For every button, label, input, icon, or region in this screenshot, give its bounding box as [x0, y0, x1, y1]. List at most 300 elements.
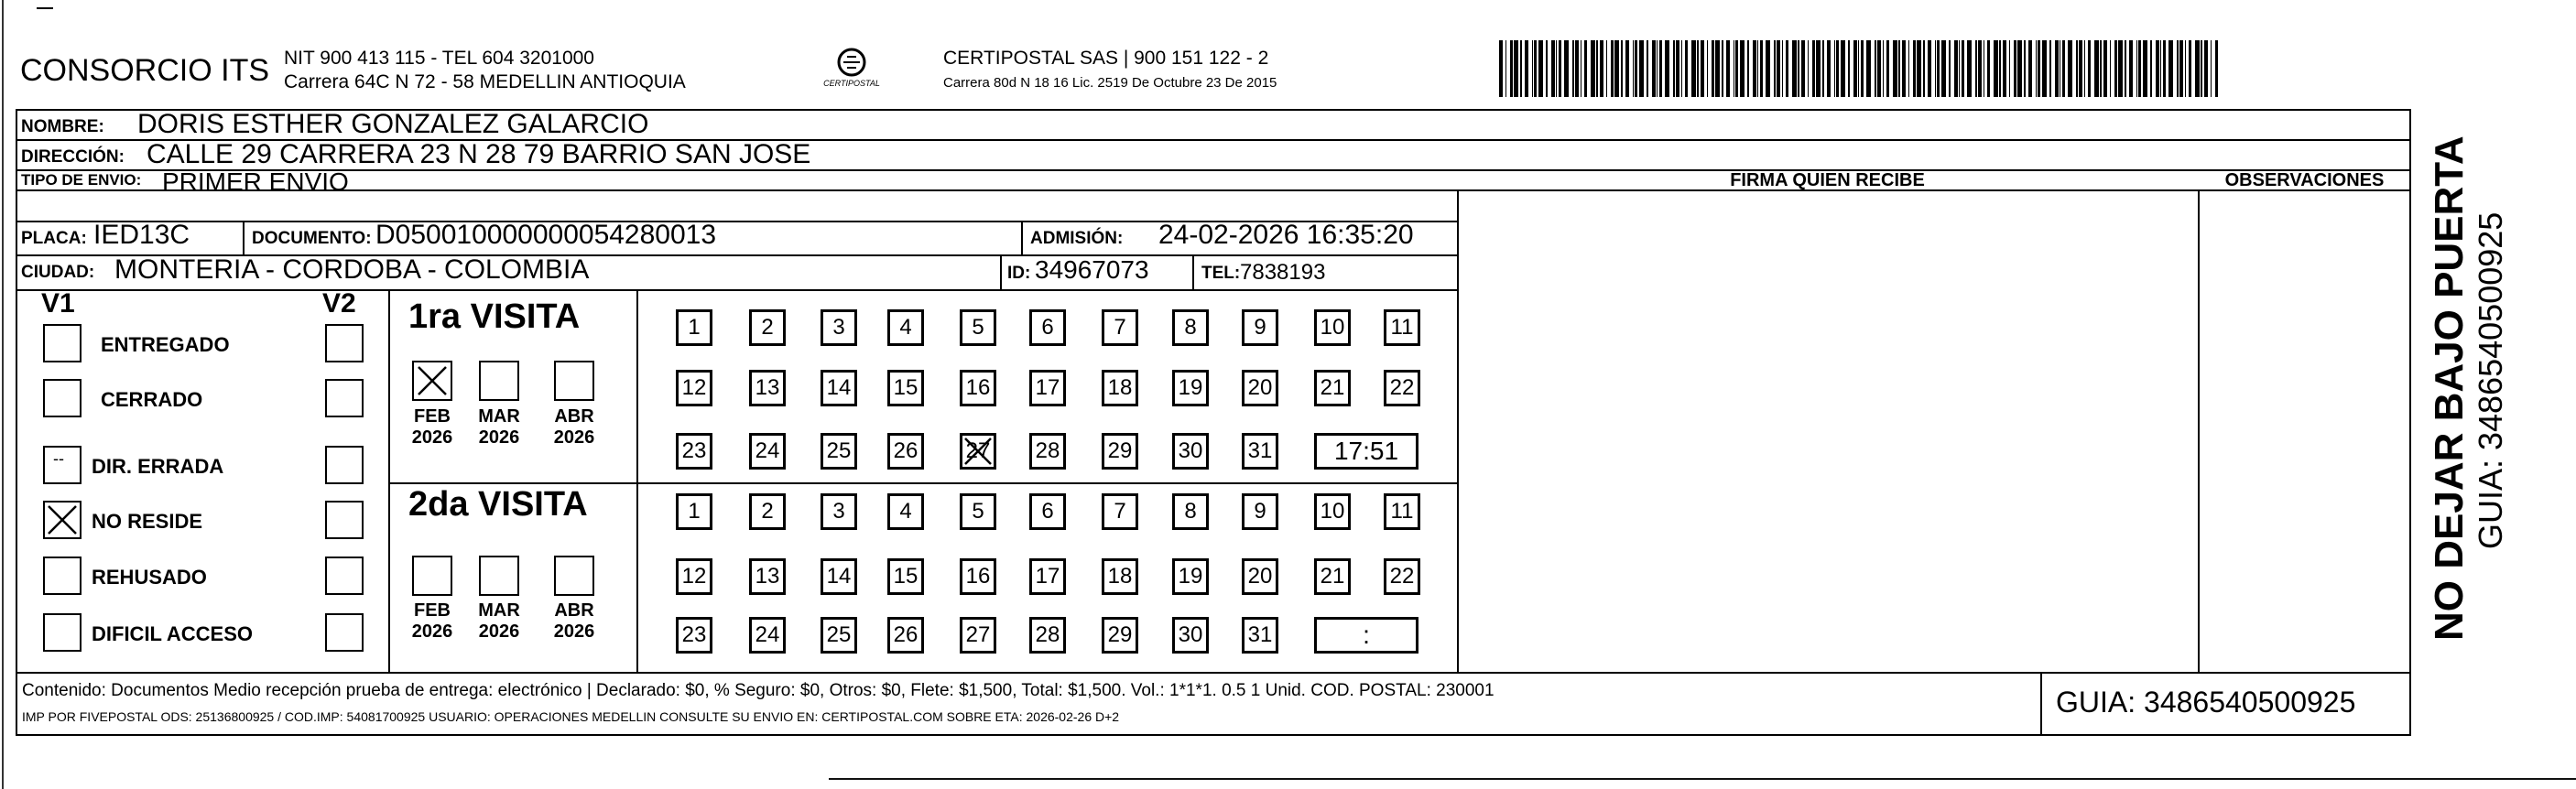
barcode-bar — [1959, 40, 1960, 97]
bottom-edge-line — [829, 778, 2576, 780]
first-visit-day-box[interactable] — [749, 370, 786, 406]
status-label: DIR. ERRADA — [92, 455, 224, 478]
barcode-bar — [2138, 40, 2141, 97]
barcode-bar — [2179, 40, 2183, 97]
first-visit-time-box[interactable] — [1314, 433, 1418, 470]
second-visit-day-box[interactable] — [676, 493, 712, 530]
barcode-bar — [1625, 40, 1629, 97]
barcode-bar — [1564, 40, 1569, 97]
barcode-bar — [2079, 40, 2082, 97]
second-visit-day-box[interactable] — [960, 493, 996, 530]
second-visit-time-value: : — [1363, 621, 1370, 649]
barcode-bar — [1606, 40, 1607, 97]
guia-box-value: GUIA: 3486540500925 — [2056, 686, 2356, 719]
day-number: 6 — [1041, 315, 1054, 340]
barcode-bar — [2114, 40, 2117, 97]
first-visit-day-box[interactable] — [821, 433, 857, 470]
day-number: 11 — [1390, 315, 1414, 340]
second-visit-time-box[interactable] — [1314, 617, 1418, 654]
barcode-bar — [2076, 40, 2078, 97]
documento-label: DOCUMENTO: — [252, 229, 372, 248]
day-number: 9 — [1254, 499, 1266, 524]
status-label: NO RESIDE — [92, 510, 203, 533]
barcode-bar — [1883, 40, 1884, 97]
barcode-bar — [1967, 40, 1972, 97]
second-visit-month-name: FEB — [414, 600, 451, 621]
barcode-bar — [1635, 40, 1637, 97]
barcode-bar — [1665, 40, 1669, 97]
form-frame — [16, 109, 2411, 736]
day-number: 17 — [1035, 375, 1060, 400]
barcode-bar — [1858, 40, 1859, 97]
barcode-bar — [1898, 40, 1900, 97]
observaciones-label: OBSERVACIONES — [2224, 170, 2385, 190]
day-number: 3 — [832, 499, 845, 524]
barcode-bar — [1866, 40, 1871, 97]
barcode-bar — [1639, 40, 1644, 97]
second-visit-day-box[interactable] — [1314, 558, 1351, 595]
second-visit-day-box[interactable] — [960, 558, 996, 595]
day-number: 23 — [681, 438, 707, 463]
day-number: 18 — [1107, 375, 1133, 400]
first-visit-day-box[interactable] — [960, 309, 996, 346]
barcode-bar — [1697, 40, 1699, 97]
second-visit-month-checkbox[interactable] — [412, 556, 452, 596]
barcode-bar — [2024, 40, 2026, 97]
first-visit-month-year: 2026 — [553, 427, 595, 448]
day-number: 22 — [1389, 375, 1415, 400]
barcode-bar — [1937, 40, 1940, 97]
tipo-envio-label: TIPO DE ENVIO: — [21, 171, 142, 189]
barcode-bar — [1691, 40, 1696, 97]
second-visit-day-box[interactable] — [887, 617, 924, 654]
barcode-bar — [1834, 40, 1835, 97]
v1-checkbox[interactable] — [43, 557, 82, 595]
day-number: 15 — [893, 375, 918, 400]
first-visit-day-box[interactable] — [1314, 370, 1351, 406]
v1-checkbox[interactable] — [43, 379, 82, 417]
certipostal-address: Carrera 80d N 18 16 Lic. 2519 De Octubre 23 De 2015 — [943, 75, 1277, 91]
second-visit-day-box[interactable] — [1314, 493, 1351, 530]
barcode-bar — [2042, 40, 2047, 97]
barcode-bar — [1786, 40, 1788, 97]
ciudad-label: CIUDAD: — [21, 263, 95, 282]
day-number: 11 — [1390, 499, 1414, 524]
first-visit-day-box[interactable] — [1242, 433, 1278, 470]
second-visit-month-checkbox[interactable] — [554, 556, 594, 596]
barcode-bar — [1673, 40, 1675, 97]
status-label: CERRADO — [101, 388, 203, 411]
barcode-bar — [1801, 40, 1805, 97]
day-number: 12 — [681, 564, 707, 589]
barcode-bar — [2118, 40, 2123, 97]
barcode-bar — [1715, 40, 1720, 97]
day-number: 18 — [1107, 564, 1133, 589]
v2-checkbox[interactable] — [325, 324, 364, 362]
first-visit-day-box[interactable] — [1314, 309, 1351, 346]
first-visit-day-box[interactable] — [1242, 370, 1278, 406]
barcode-bar — [1525, 40, 1528, 97]
barcode-bar — [1877, 40, 1881, 97]
second-visit-month-name: ABR — [554, 600, 594, 621]
barcode-bar — [1546, 40, 1548, 97]
first-visit-day-box[interactable] — [1102, 433, 1138, 470]
day-number: 16 — [965, 375, 991, 400]
day-number: 19 — [1178, 375, 1203, 400]
status-label: ENTREGADO — [101, 333, 230, 356]
day-number: 31 — [1247, 438, 1273, 463]
barcode-bar — [1994, 40, 1998, 97]
day-number: 25 — [826, 622, 852, 647]
barcode-bar — [1766, 40, 1770, 97]
second-visit-day-box[interactable] — [1102, 493, 1138, 530]
barcode-bar — [1827, 40, 1831, 97]
barcode-bar — [2049, 40, 2051, 97]
first-visit-day-box[interactable] — [821, 370, 857, 406]
day-number: 22 — [1389, 564, 1415, 589]
barcode-bar — [1848, 40, 1850, 97]
first-visit-month-year: 2026 — [411, 427, 453, 448]
v1-checkbox[interactable] — [43, 613, 82, 652]
second-visit-day-box[interactable] — [1172, 558, 1209, 595]
barcode-bar — [2038, 40, 2040, 97]
barcode-bar — [2014, 40, 2016, 97]
left-margin-line — [2, 0, 4, 789]
second-visit-day-box[interactable] — [676, 617, 712, 654]
day-number: 14 — [826, 375, 852, 400]
barcode-bar — [1893, 40, 1897, 97]
ciudad-value: MONTERIA - CORDOBA - COLOMBIA — [114, 254, 590, 285]
barcode — [1497, 38, 2221, 101]
barcode-bar — [1647, 40, 1648, 97]
barcode-bar — [1659, 40, 1662, 97]
barcode-bar — [1853, 40, 1857, 97]
second-visit-day-box[interactable] — [1029, 617, 1066, 654]
day-number: 13 — [755, 564, 780, 589]
barcode-bar — [1614, 40, 1619, 97]
barcode-bar — [1621, 40, 1623, 97]
barcode-bar — [2160, 40, 2161, 97]
barcode-bar — [1798, 40, 1799, 97]
barcode-bar — [2150, 40, 2152, 97]
day-number: 17 — [1035, 564, 1060, 589]
barcode-bar — [1808, 40, 1809, 97]
day-number: 29 — [1107, 622, 1133, 647]
barcode-bar — [1611, 40, 1614, 97]
id-value: 34967073 — [1035, 255, 1149, 284]
first-visit-day-box[interactable] — [1102, 309, 1138, 346]
barcode-bar — [1681, 40, 1682, 97]
first-visit-day-box[interactable] — [821, 309, 857, 346]
day-number: 26 — [893, 438, 918, 463]
status-label: DIFICIL ACCESO — [92, 622, 254, 645]
first-visit-day-box[interactable] — [749, 433, 786, 470]
v1-dash-mark: -- — [53, 449, 64, 468]
barcode-bar — [1556, 40, 1557, 97]
barcode-bar — [1685, 40, 1688, 97]
v2-checkbox[interactable] — [325, 379, 364, 417]
second-visit-day-box[interactable] — [749, 493, 786, 530]
address-line: Carrera 64C N 72 - 58 MEDELLIN ANTIOQUIA — [284, 71, 686, 92]
day-number: 29 — [1107, 438, 1133, 463]
first-visit-month-checkbox[interactable] — [554, 361, 594, 401]
day-number: 27 — [965, 438, 991, 463]
barcode-bar — [1902, 40, 1906, 97]
nit-line: NIT 900 413 115 - TEL 604 3201000 — [284, 48, 594, 69]
first-visit-day-box[interactable] — [960, 370, 996, 406]
day-number: 20 — [1247, 564, 1273, 589]
day-number: 16 — [965, 564, 991, 589]
barcode-bar — [1538, 40, 1543, 97]
barcode-bar — [1757, 40, 1758, 97]
barcode-bar — [2156, 40, 2159, 97]
second-visit-day-box[interactable] — [1384, 493, 1420, 530]
day-number: 20 — [1247, 375, 1273, 400]
barcode-bar — [2017, 40, 2022, 97]
day-number: 13 — [755, 375, 780, 400]
first-visit-day-box[interactable] — [676, 309, 712, 346]
second-visit-day-box[interactable] — [1102, 558, 1138, 595]
second-visit-day-box[interactable] — [1029, 493, 1066, 530]
barcode-bar — [2094, 40, 2099, 97]
day-number: 7 — [1114, 315, 1126, 340]
barcode-bar — [1886, 40, 1889, 97]
day-number: 2 — [761, 499, 774, 524]
certipostal-logo-text: CERTIPOSTAL — [823, 79, 880, 88]
barcode-bar — [2003, 40, 2006, 97]
barcode-bar — [1600, 40, 1603, 97]
first-visit-day-box[interactable] — [1172, 433, 1209, 470]
barcode-bar — [1591, 40, 1595, 97]
contenido-line: Contenido: Documentos Medio recepción prueba de entrega: electrónico | Declarado: $0, % Seguro: $0, Otros: $0, Flete: $1,500, Total: $1,500. Vol.: 1*1*1. 0.5 1 Unid. COD. POSTAL: 230001 — [22, 681, 1495, 700]
status-label: REHUSADO — [92, 566, 207, 589]
barcode-bar — [2100, 40, 2102, 97]
first-visit-day-box[interactable] — [887, 370, 924, 406]
day-number: 21 — [1320, 564, 1345, 589]
first-visit-day-box[interactable] — [676, 433, 712, 470]
second-visit-day-box[interactable] — [960, 617, 996, 654]
admision-value: 24-02-2026 16:35:20 — [1158, 220, 1414, 250]
first-visit-day-box[interactable] — [676, 370, 712, 406]
barcode-bar — [2009, 40, 2010, 97]
second-visit-day-box[interactable] — [887, 558, 924, 595]
barcode-bar — [1726, 40, 1730, 97]
second-visit-month-year: 2026 — [553, 621, 595, 642]
second-visit-day-box[interactable] — [749, 617, 786, 654]
barcode-bar — [2068, 40, 2072, 97]
barcode-bar — [1740, 40, 1745, 97]
barcode-bar — [1861, 40, 1864, 97]
first-visit-day-box[interactable] — [749, 309, 786, 346]
day-number: 30 — [1178, 622, 1203, 647]
barcode-bar — [1954, 40, 1958, 97]
tipo-envio-value: PRIMER ENVIO — [162, 168, 349, 196]
imp-line: IMP POR FIVEPOSTAL ODS: 25136800925 / COD.IMP: 54081700925 USUARIO: OPERACIONES MEDELLIN CONSULTE SU ENVIO EN: CERTIPOSTAL.COM SOBRE ETA: 2026-02-26 D+2 — [22, 709, 1120, 724]
first-visit-day-x-mark — [962, 435, 995, 468]
admision-label: ADMISIÓN: — [1030, 229, 1124, 248]
barcode-bar — [2062, 40, 2065, 97]
day-number: 31 — [1247, 622, 1273, 647]
day-number: 4 — [899, 315, 912, 340]
v2-checkbox[interactable] — [325, 501, 364, 539]
barcode-bar — [1841, 40, 1845, 97]
top-dash — [37, 7, 53, 9]
barcode-bar — [1520, 40, 1522, 97]
barcode-bar — [1753, 40, 1756, 97]
barcode-bar — [1701, 40, 1704, 97]
second-visit-day-box[interactable] — [749, 558, 786, 595]
second-visit-day-box[interactable] — [1242, 558, 1278, 595]
first-visit-month-name: MAR — [478, 406, 520, 427]
second-visit-day-box[interactable] — [1242, 493, 1278, 530]
barcode-bar — [1908, 40, 1909, 97]
second-visit-day-box[interactable] — [1172, 493, 1209, 530]
day-number: 19 — [1178, 564, 1203, 589]
second-visit-day-box[interactable] — [887, 493, 924, 530]
day-number: 12 — [681, 375, 707, 400]
barcode-bar — [2110, 40, 2111, 97]
first-visit-month-checkbox[interactable] — [479, 361, 519, 401]
direccion-label: DIRECCIÓN: — [21, 147, 125, 167]
first-visit-day-box[interactable] — [1242, 309, 1278, 346]
day-number: 10 — [1320, 499, 1345, 524]
day-number: 10 — [1320, 315, 1345, 340]
barcode-bar — [1652, 40, 1656, 97]
barcode-bar — [1987, 40, 1990, 97]
placa-value: IED13C — [93, 220, 190, 250]
second-visit-month-checkbox[interactable] — [479, 556, 519, 596]
barcode-bar — [1505, 40, 1506, 97]
second-visit-title: 2da VISITA — [408, 485, 588, 524]
second-visit-day-box[interactable] — [676, 558, 712, 595]
barcode-bar — [1917, 40, 1921, 97]
barcode-bar — [1782, 40, 1783, 97]
barcode-bar — [1913, 40, 1916, 97]
first-visit-day-box[interactable] — [887, 433, 924, 470]
day-number: 14 — [826, 564, 852, 589]
first-visit-month-name: FEB — [414, 406, 451, 427]
barcode-bar — [1575, 40, 1579, 97]
second-visit-day-box[interactable] — [1384, 558, 1420, 595]
barcode-bar — [2129, 40, 2133, 97]
barcode-bar — [1935, 40, 1936, 97]
first-visit-day-box[interactable] — [1384, 309, 1420, 346]
day-number: 4 — [899, 499, 912, 524]
barcode-bar — [2136, 40, 2137, 97]
second-visit-month-name: MAR — [478, 600, 520, 621]
first-visit-day-box[interactable] — [1029, 370, 1066, 406]
day-number: 26 — [893, 622, 918, 647]
barcode-bar — [2185, 40, 2186, 97]
barcode-bar — [1999, 40, 2001, 97]
barcode-bar — [1812, 40, 1815, 97]
second-visit-day-box[interactable] — [1029, 558, 1066, 595]
barcode-bar — [2204, 40, 2208, 97]
barcode-bar — [1735, 40, 1738, 97]
barcode-bar — [2211, 40, 2212, 97]
first-visit-day-box[interactable] — [1384, 370, 1420, 406]
barcode-bar — [1510, 40, 1513, 97]
v1-checkbox[interactable] — [43, 324, 82, 362]
barcode-bar — [1722, 40, 1723, 97]
first-visit-day-box[interactable] — [1102, 370, 1138, 406]
day-number: 1 — [688, 499, 701, 524]
first-visit-day-box[interactable] — [1029, 433, 1066, 470]
barcode-bar — [2103, 40, 2107, 97]
side-guia-number: GUIA: 3486540500925 — [2472, 211, 2509, 549]
second-visit-day-box[interactable] — [1242, 617, 1278, 654]
day-number: 24 — [755, 438, 780, 463]
certipostal-title: CERTIPOSTAL SAS | 900 151 122 - 2 — [943, 48, 1269, 69]
no-dejar-bajo-puerta: NO DEJAR BAJO PUERTA — [2427, 135, 2472, 641]
v2-checkbox[interactable] — [325, 613, 364, 652]
barcode-bar — [2028, 40, 2032, 97]
day-number: 30 — [1178, 438, 1203, 463]
first-visit-day-box[interactable] — [1172, 309, 1209, 346]
barcode-bar — [1975, 40, 1977, 97]
barcode-bar — [2088, 40, 2091, 97]
nombre-value: DORIS ESTHER GONZALEZ GALARCIO — [137, 109, 649, 139]
v2-label: V2 — [322, 288, 356, 319]
barcode-bar — [2055, 40, 2059, 97]
second-visit-day-box[interactable] — [821, 493, 857, 530]
barcode-bar — [1551, 40, 1555, 97]
first-visit-day-box[interactable] — [1172, 370, 1209, 406]
barcode-bar — [1514, 40, 1518, 97]
barcode-bar — [2125, 40, 2126, 97]
v2-checkbox[interactable] — [325, 446, 364, 484]
barcode-bar — [1559, 40, 1561, 97]
barcode-bar — [1928, 40, 1931, 97]
second-visit-day-box[interactable] — [821, 558, 857, 595]
barcode-bar — [2215, 40, 2218, 97]
barcode-bar — [1584, 40, 1587, 97]
day-number: 7 — [1114, 499, 1126, 524]
first-visit-month-year: 2026 — [478, 427, 520, 448]
barcode-bar — [1532, 40, 1533, 97]
barcode-bar — [1760, 40, 1763, 97]
barcode-bar — [2189, 40, 2191, 97]
day-number: 3 — [832, 315, 845, 340]
second-visit-day-box[interactable] — [1102, 617, 1138, 654]
barcode-bar — [1962, 40, 1964, 97]
barcode-bar — [1534, 40, 1537, 97]
second-visit-day-box[interactable] — [821, 617, 857, 654]
barcode-bar — [1712, 40, 1714, 97]
v1-x-mark — [45, 503, 80, 537]
day-number: 6 — [1041, 499, 1054, 524]
company-name: CONSORCIO ITS — [20, 53, 270, 88]
first-visit-day-box[interactable] — [887, 309, 924, 346]
tel-value: 7838193 — [1240, 260, 1326, 285]
first-visit-time-value: 17:51 — [1333, 437, 1399, 465]
tel-label: TEL: — [1201, 264, 1241, 283]
day-number: 28 — [1035, 622, 1060, 647]
second-visit-day-box[interactable] — [1172, 617, 1209, 654]
second-visit-month-year: 2026 — [411, 621, 453, 642]
day-number: 28 — [1035, 438, 1060, 463]
barcode-bar — [1822, 40, 1824, 97]
barcode-bar — [1816, 40, 1821, 97]
barcode-bar — [1596, 40, 1598, 97]
first-visit-month-name: ABR — [554, 406, 594, 427]
v2-checkbox[interactable] — [325, 557, 364, 595]
barcode-bar — [2201, 40, 2202, 97]
barcode-bar — [2036, 40, 2037, 97]
barcode-bar — [2143, 40, 2147, 97]
barcode-bar — [1941, 40, 1946, 97]
first-visit-day-box[interactable] — [1029, 309, 1066, 346]
